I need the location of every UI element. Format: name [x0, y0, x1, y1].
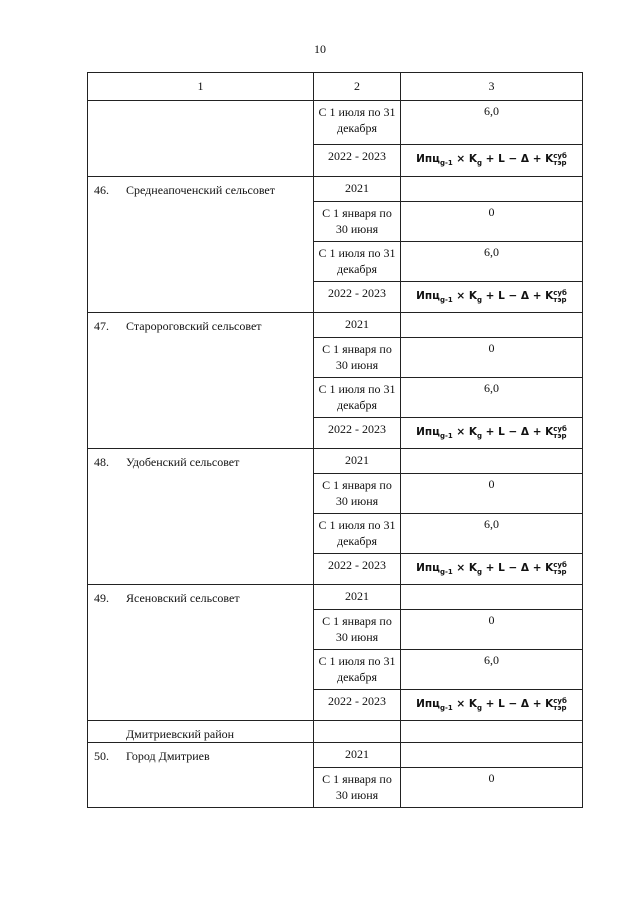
settlement-cell: [88, 743, 314, 808]
period-cell: 2022 - 2023: [314, 282, 401, 313]
period-cell: С 1 января по 30 июня: [314, 474, 401, 514]
value-cell: 0: [401, 768, 583, 808]
period-cell: С 1 января по 30 июня: [314, 768, 401, 808]
table-body: [88, 101, 583, 808]
formula-times: × K: [452, 153, 477, 166]
formula-k-supsub: [553, 426, 567, 440]
period-cell: 2022 - 2023: [314, 145, 401, 177]
district-row: [88, 721, 583, 743]
formula-k-supsub: [553, 290, 567, 304]
formula-main: Ипц: [416, 425, 440, 438]
formula-rest: + L − Δ + K: [482, 425, 554, 438]
formula-times: × K: [452, 425, 477, 438]
value-cell: 0: [401, 202, 583, 242]
formula-cell: [401, 690, 583, 721]
table-row: [88, 449, 583, 474]
formula-main-sub: g-1: [439, 296, 453, 305]
period-cell: 2021: [314, 449, 401, 474]
formula-k-supsub: [553, 698, 567, 712]
settlement-cell: [88, 585, 314, 721]
formula-main: Ипц: [416, 153, 440, 166]
formula-k-sup: суб: [553, 696, 567, 705]
value-cell: [401, 585, 583, 610]
settlement-name: Среднеапоченский сельсовет: [126, 183, 275, 197]
col-header-2: 2: [314, 73, 401, 101]
page-number: 10: [314, 42, 326, 56]
period-cell: 2022 - 2023: [314, 418, 401, 449]
value-cell: [401, 313, 583, 338]
formula-k-sub: g: [476, 296, 482, 305]
formula-main: Ипц: [416, 289, 440, 302]
period-cell: С 1 июля по 31 декабря: [314, 650, 401, 690]
formula-k-sub2: тэр: [553, 567, 567, 576]
formula-cell: [401, 554, 583, 585]
value-cell: 6,0: [401, 378, 583, 418]
table-row: [88, 585, 583, 610]
formula-k-sub: g: [476, 159, 482, 168]
settlement-name: Старороговский сельсовет: [126, 319, 262, 333]
table-row: [88, 313, 583, 338]
formula-k-sup: суб: [553, 424, 567, 433]
period-cell: С 1 января по 30 июня: [314, 610, 401, 650]
table-row: [88, 743, 583, 768]
value-cell: 0: [401, 474, 583, 514]
formula-k-sup: суб: [553, 152, 567, 161]
formula-times: × K: [452, 289, 477, 302]
col-header-1: 1: [88, 73, 314, 101]
period-cell: С 1 июля по 31 декабря: [314, 242, 401, 282]
value-cell-empty: [401, 721, 583, 743]
settlement-cell: [88, 177, 314, 313]
formula-k-sub2: тэр: [553, 431, 567, 440]
formula-rest: + L − Δ + K: [482, 561, 554, 574]
col-header-3: 3: [401, 73, 583, 101]
formula-times: × K: [452, 697, 477, 710]
value-cell: [401, 449, 583, 474]
period-cell: 2022 - 2023: [314, 554, 401, 585]
formula-rest: + L − Δ + K: [482, 289, 554, 302]
value-cell: [401, 743, 583, 768]
formula-rest: + L − Δ + K: [482, 697, 554, 710]
district-name: Дмитриевский район: [126, 727, 235, 741]
formula-k-sub: g: [476, 432, 482, 441]
value-cell: 0: [401, 338, 583, 378]
settlement-number: 50.: [94, 749, 109, 763]
settlement-name: Город Дмитриев: [126, 749, 210, 763]
formula-main-sub: g-1: [439, 159, 453, 168]
period-cell: 2022 - 2023: [314, 690, 401, 721]
value-cell: 6,0: [401, 514, 583, 554]
value-cell: 0: [401, 610, 583, 650]
formula-k-sup: суб: [553, 560, 567, 569]
formula-rest: + L − Δ + K: [482, 153, 554, 166]
formula-k-sub: g: [476, 568, 482, 577]
period-cell-empty: [314, 721, 401, 743]
formula-k-supsub: [553, 562, 567, 576]
settlement-name: Удобенский сельсовет: [126, 455, 240, 469]
formula-main-sub: g-1: [439, 568, 453, 577]
settlement-cell: [88, 313, 314, 449]
period-cell: С 1 января по 30 июня: [314, 202, 401, 242]
formula-cell: [401, 282, 583, 313]
tariff-table: [87, 72, 583, 808]
formula-k-sub: g: [476, 704, 482, 713]
settlement-name: Ясеновский сельсовет: [126, 591, 240, 605]
formula-k-sub2: тэр: [553, 703, 567, 712]
settlement-number: 49.: [94, 591, 109, 605]
period-cell: С 1 июля по 31 декабря: [314, 514, 401, 554]
formula-main: Ипц: [416, 561, 440, 574]
value-cell: 6,0: [401, 101, 583, 145]
period-cell: 2021: [314, 585, 401, 610]
settlement-cell: [88, 449, 314, 585]
settlement-number: 46.: [94, 183, 109, 197]
value-cell: 6,0: [401, 242, 583, 282]
period-cell: 2021: [314, 177, 401, 202]
formula-main: Ипц: [416, 697, 440, 710]
period-cell: 2021: [314, 313, 401, 338]
formula-main-sub: g-1: [439, 704, 453, 713]
period-cell: 2021: [314, 743, 401, 768]
table-row: [88, 177, 583, 202]
district-cell: [88, 721, 314, 743]
formula-times: × K: [452, 561, 477, 574]
period-cell: С 1 июля по 31 декабря: [314, 101, 401, 145]
value-cell: [401, 177, 583, 202]
formula-k-supsub: [553, 153, 567, 167]
formula-k-sub2: тэр: [553, 159, 567, 168]
settlement-number: 48.: [94, 455, 109, 469]
formula-k-sub2: тэр: [553, 295, 567, 304]
header-row: [88, 73, 583, 101]
period-cell: С 1 января по 30 июня: [314, 338, 401, 378]
formula-main-sub: g-1: [439, 432, 453, 441]
formula-cell: [401, 145, 583, 177]
period-cell: С 1 июля по 31 декабря: [314, 378, 401, 418]
formula-k-sup: суб: [553, 288, 567, 297]
settlement-number: 47.: [94, 319, 109, 333]
value-cell: 6,0: [401, 650, 583, 690]
formula-cell: [401, 418, 583, 449]
table-row: [88, 101, 583, 145]
name-cell-empty: [88, 101, 314, 177]
